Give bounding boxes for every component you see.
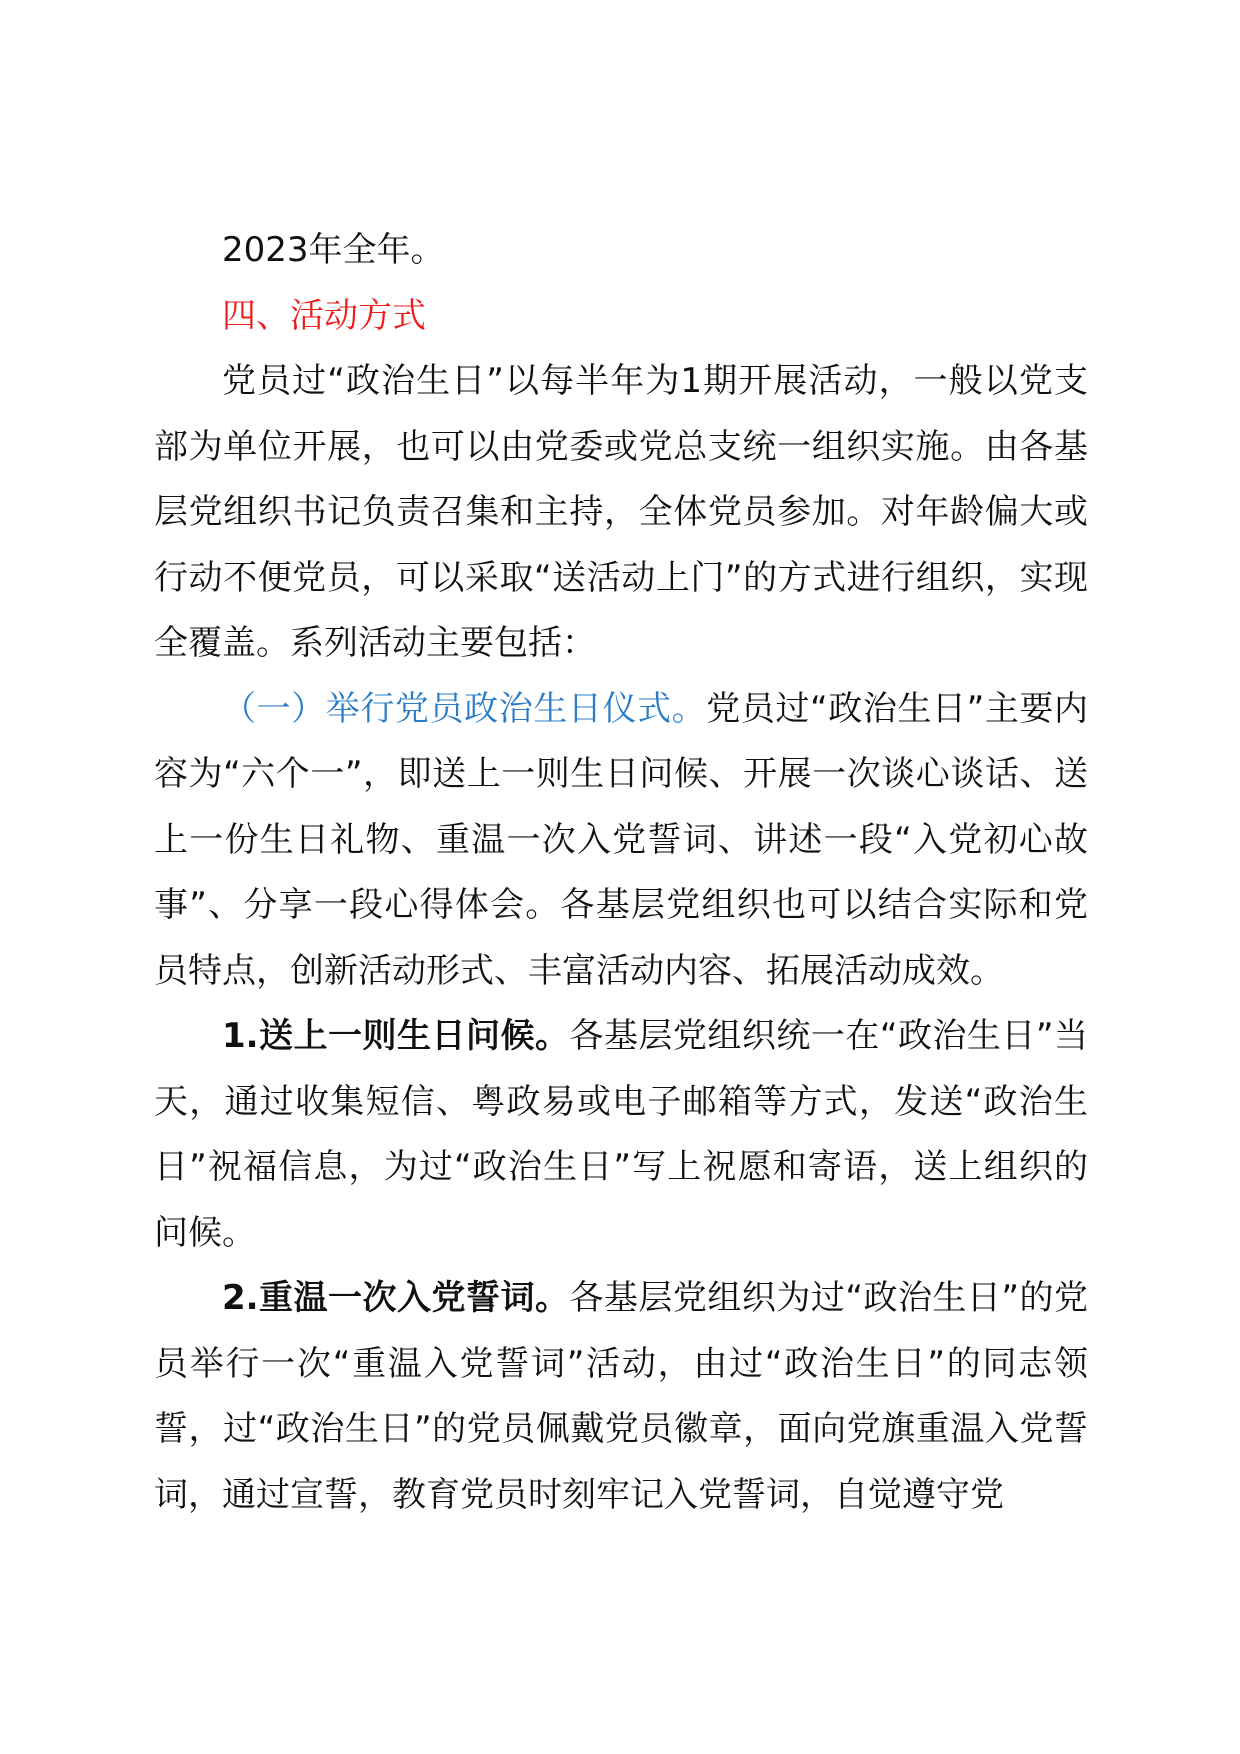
section-heading-text: 四、活动方式: [222, 295, 426, 336]
paragraph-sub-one: [154, 1004, 1088, 1266]
document-page: [154, 218, 1088, 1528]
sub-one-lead: 1.送上一则生日问候。: [222, 1016, 570, 1056]
item-one-text: 党员过“政治生日”主要内容为“六个一”，即送上一则生日问候、开展一次谈心谈话、送上一份生日礼物、重温一次入党誓词、讲述一段“入党初心故事”、分享一段心得体会。各基层党组织也可以结合实际和党员特点，创新活动形式、丰富活动内容、拓展活动成效。: [154, 688, 1089, 991]
paragraph-sub-two: [154, 1266, 1088, 1528]
sub-two-lead: 2.重温一次入党誓词。: [222, 1278, 570, 1318]
paragraph-year-text: 2023年全年。: [222, 230, 445, 270]
sub-two-text: 各基层党组织为过“政治生日”的党员举行一次“重温入党誓词”活动，由过“政治生日”的同志领誓，过“政治生日”的党员佩戴党员徽章，面向党旗重温入党誓词，通过宣誓，教育党员时刻牢记入党誓词，自觉遵守党: [154, 1278, 1088, 1515]
paragraph-intro-text: 党员过“政治生日”以每半年为1期开展活动，一般以党支部为单位开展，也可以由党委或党总支统一组织实施。由各基层党组织书记负责召集和主持，全体党员参加。对年龄偏大或行动不便党员，可以采取“送活动上门”的方式进行组织，实现全覆盖。系列活动主要包括：: [154, 361, 1088, 663]
paragraph-year: [154, 218, 1088, 284]
sub-one-text: 各基层党组织统一在“政治生日”当天，通过收集短信、粤政易或电子邮箱等方式，发送“政治生日”祝福信息，为过“政治生日”写上祝愿和寄语，送上组织的问候。: [154, 1016, 1088, 1253]
paragraph-intro: [154, 349, 1088, 677]
section-heading-activity-method: [154, 284, 1088, 350]
paragraph-item-one: [154, 677, 1088, 1005]
item-one-heading: （一）举行党员政治生日仪式。: [222, 688, 707, 729]
